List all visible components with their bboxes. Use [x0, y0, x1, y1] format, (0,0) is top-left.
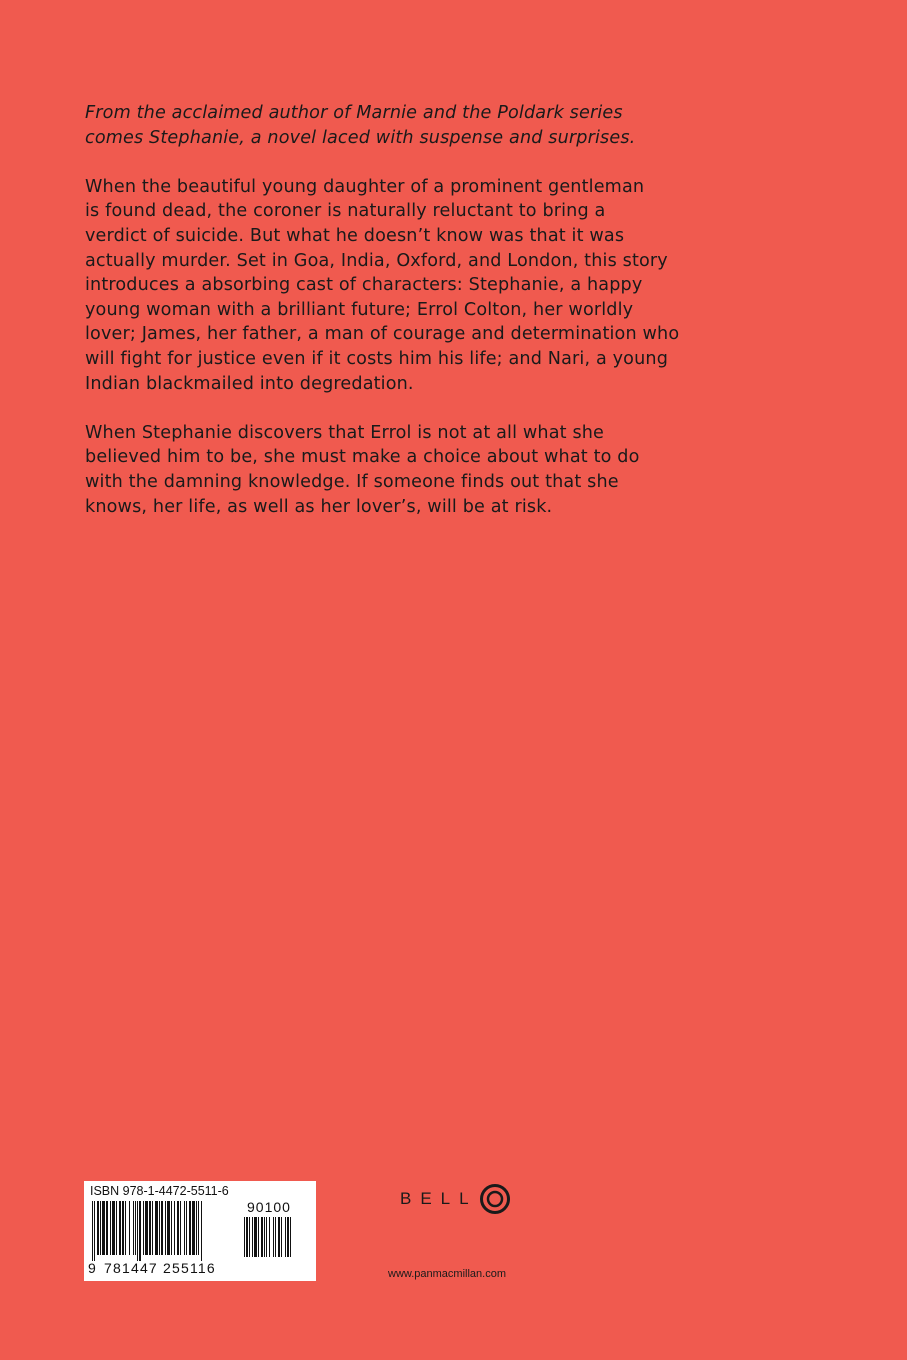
- logo-circle-icon: [479, 1183, 511, 1215]
- ean-lead-digit: 9: [88, 1260, 96, 1276]
- addon-barcode-bars: [244, 1217, 310, 1261]
- synopsis-paragraph-1: [85, 175, 705, 396]
- addon-code: 90100: [247, 1199, 291, 1215]
- ean-barcode-bars: [92, 1201, 242, 1263]
- synopsis-line: actually murder. Set in Goa, India, Oxford, and London, this story: [85, 250, 668, 271]
- synopsis-line: young woman with a brilliant future; Errol Colton, her worldly: [85, 299, 634, 320]
- synopsis-line: is found dead, the coroner is naturally reluctant to bring a: [85, 201, 606, 222]
- synopsis-line: knows, her life, as well as her lover’s, will be at risk.: [85, 496, 553, 517]
- publisher-logo: [400, 1181, 511, 1217]
- ean-digits: 781447 255116: [104, 1260, 216, 1276]
- synopsis-line: believed him to be, she must make a choice about what to do: [85, 447, 640, 468]
- synopsis-line: When the beautiful young daughter of a prominent gentleman: [85, 176, 645, 197]
- isbn-label: ISBN 978-1-4472-5511-6: [90, 1184, 229, 1198]
- logo-wordmark: BELL: [400, 1189, 478, 1208]
- synopsis-line: When Stephanie discovers that Errol is not at all what she: [85, 422, 605, 443]
- tagline: [85, 101, 705, 150]
- synopsis-line: lover; James, her father, a man of courage and determination who: [85, 324, 680, 345]
- publisher-website: www.panmacmillan.com: [388, 1268, 506, 1280]
- synopsis-line: Indian blackmailed into degredation.: [85, 373, 414, 394]
- synopsis-line: verdict of suicide. But what he doesn’t know was that it was: [85, 225, 625, 246]
- synopsis-paragraph-2: [85, 421, 705, 519]
- tagline-line: comes Stephanie, a novel laced with suspense and surprises.: [85, 127, 636, 148]
- tagline-line: From the acclaimed author of Marnie and the Poldark series: [85, 103, 623, 123]
- synopsis-line: will fight for justice even if it costs him his life; and Nari, a young: [85, 348, 669, 369]
- isbn-barcode: [84, 1181, 316, 1281]
- back-cover-blurb: [85, 101, 705, 544]
- synopsis-line: with the damning knowledge. If someone finds out that she: [85, 471, 619, 492]
- synopsis-line: introduces a absorbing cast of characters: Stephanie, a happy: [85, 275, 643, 296]
